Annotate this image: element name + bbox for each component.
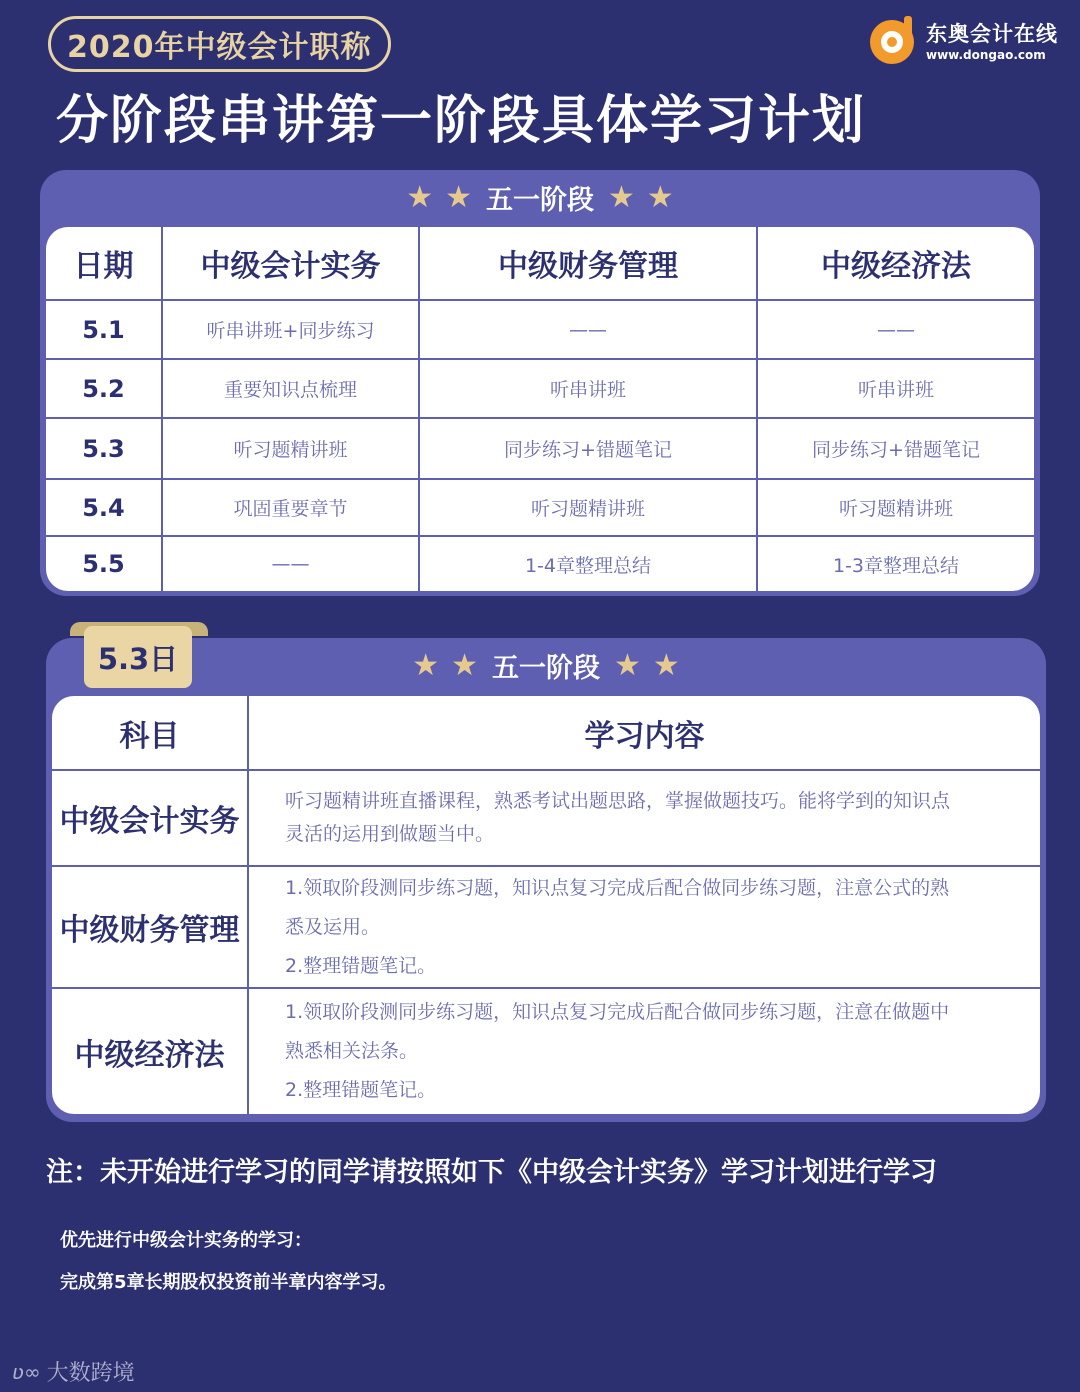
schedule-table-card	[46, 227, 1034, 591]
date-cell: 5.3	[46, 418, 162, 479]
schedule-panel	[40, 170, 1040, 596]
content-line: 1.领取阶段测同步练习题，知识点复习完成后配合做同步练习题，注意在做题中	[285, 1001, 950, 1023]
watermark	[12, 1356, 135, 1387]
page-title: 分阶段串讲第一阶段具体学习计划	[56, 91, 867, 151]
daily-plan-table	[52, 696, 1040, 1114]
table-row	[46, 359, 1034, 418]
content-cell	[248, 988, 1040, 1114]
content-cell	[248, 866, 1040, 988]
watermark-text: 大数跨境	[46, 1361, 135, 1386]
brand-logo	[870, 16, 1058, 64]
logo-url: www.dongao.com	[926, 48, 1046, 62]
table-row	[46, 300, 1034, 359]
exam-badge	[48, 16, 391, 72]
footer-line: 优先进行中级会计实务的学习：	[60, 1230, 312, 1251]
watermark-logo-icon: ʋ∞	[12, 1359, 41, 1384]
date-cell: 5.2	[46, 359, 162, 418]
date-cell: 5.5	[46, 536, 162, 591]
daily-plan-panel-header	[46, 638, 1046, 692]
column-header: 中级财务管理	[419, 227, 757, 300]
logo-icon	[870, 16, 918, 64]
table-cell: 同步练习+错题笔记	[419, 418, 757, 479]
table-cell: 听串讲班+同步练习	[162, 300, 419, 359]
table-cell: 重要知识点梳理	[162, 359, 419, 418]
daily-plan-card	[52, 696, 1040, 1114]
date-cell: 5.4	[46, 479, 162, 536]
table-cell: 1-3章整理总结	[757, 536, 1034, 591]
table-cell: 1-4章整理总结	[419, 536, 757, 591]
section-title: 五一阶段	[486, 184, 594, 216]
content-line: 听习题精讲班直播课程，熟悉考试出题思路，掌握做题技巧。能将学到的知识点	[285, 790, 951, 812]
star-icon: ★	[646, 179, 674, 215]
table-cell: ——	[419, 300, 757, 359]
content-line: 1.领取阶段测同步练习题，知识点复习完成后配合做同步练习题，注意公式的熟	[285, 876, 950, 899]
column-header: 中级经济法	[757, 227, 1034, 300]
table-header-row	[52, 696, 1040, 770]
content-cell	[248, 770, 1040, 866]
table-cell: 巩固重要章节	[162, 479, 419, 536]
schedule-table	[46, 227, 1034, 591]
star-icon: ★	[608, 179, 635, 215]
table-cell: 听串讲班	[757, 359, 1034, 418]
star-icon: ★	[445, 179, 472, 215]
table-row	[46, 418, 1034, 479]
star-icon: ★	[412, 647, 440, 683]
section-title: 五一阶段	[492, 652, 600, 684]
table-cell: 同步练习+错题笔记	[757, 418, 1034, 479]
footer-note: 注：未开始进行学习的同学请按照如下《中级会计实务》学习计划进行学习	[46, 1157, 937, 1188]
table-cell: ——	[162, 536, 419, 591]
exam-badge-text: 2020年中级会计职称	[67, 30, 372, 65]
star-icon: ★	[451, 647, 478, 683]
column-header: 日期	[46, 227, 162, 300]
star-icon: ★	[614, 647, 641, 683]
date-cell: 5.1	[46, 300, 162, 359]
table-cell: ——	[757, 300, 1034, 359]
logo-name: 东奥会计在线	[926, 22, 1058, 46]
subject-cell: 中级经济法	[52, 988, 248, 1114]
subject-cell: 中级会计实务	[52, 770, 248, 866]
star-icon: ★	[406, 179, 434, 215]
table-row	[46, 536, 1034, 591]
table-row	[46, 479, 1034, 536]
content-line: 灵活的运用到做题当中。	[285, 823, 495, 845]
daily-plan-panel	[46, 638, 1046, 1122]
table-row	[52, 988, 1040, 1114]
content-line: 2.整理错题笔记。	[285, 1079, 437, 1101]
footer-line: 完成第5章长期股权投资前半章内容学习。	[60, 1272, 397, 1293]
table-cell: 听习题精讲班	[162, 418, 419, 479]
content-line: 悉及运用。	[285, 915, 381, 938]
date-badge: 5.3日	[84, 626, 192, 688]
schedule-panel-header	[40, 170, 1040, 224]
star-icon: ★	[652, 647, 680, 683]
content-line: 熟悉相关法条。	[285, 1040, 419, 1062]
column-header: 科目	[52, 696, 248, 770]
table-cell: 听串讲班	[419, 359, 757, 418]
column-header: 学习内容	[248, 696, 1040, 770]
subject-cell: 中级财务管理	[52, 866, 248, 988]
table-row	[52, 770, 1040, 866]
column-header: 中级会计实务	[162, 227, 419, 300]
table-cell: 听习题精讲班	[419, 479, 757, 536]
table-header-row	[46, 227, 1034, 300]
content-line: 2.整理错题笔记。	[285, 954, 437, 977]
table-row	[52, 866, 1040, 988]
table-cell: 听习题精讲班	[757, 479, 1034, 536]
